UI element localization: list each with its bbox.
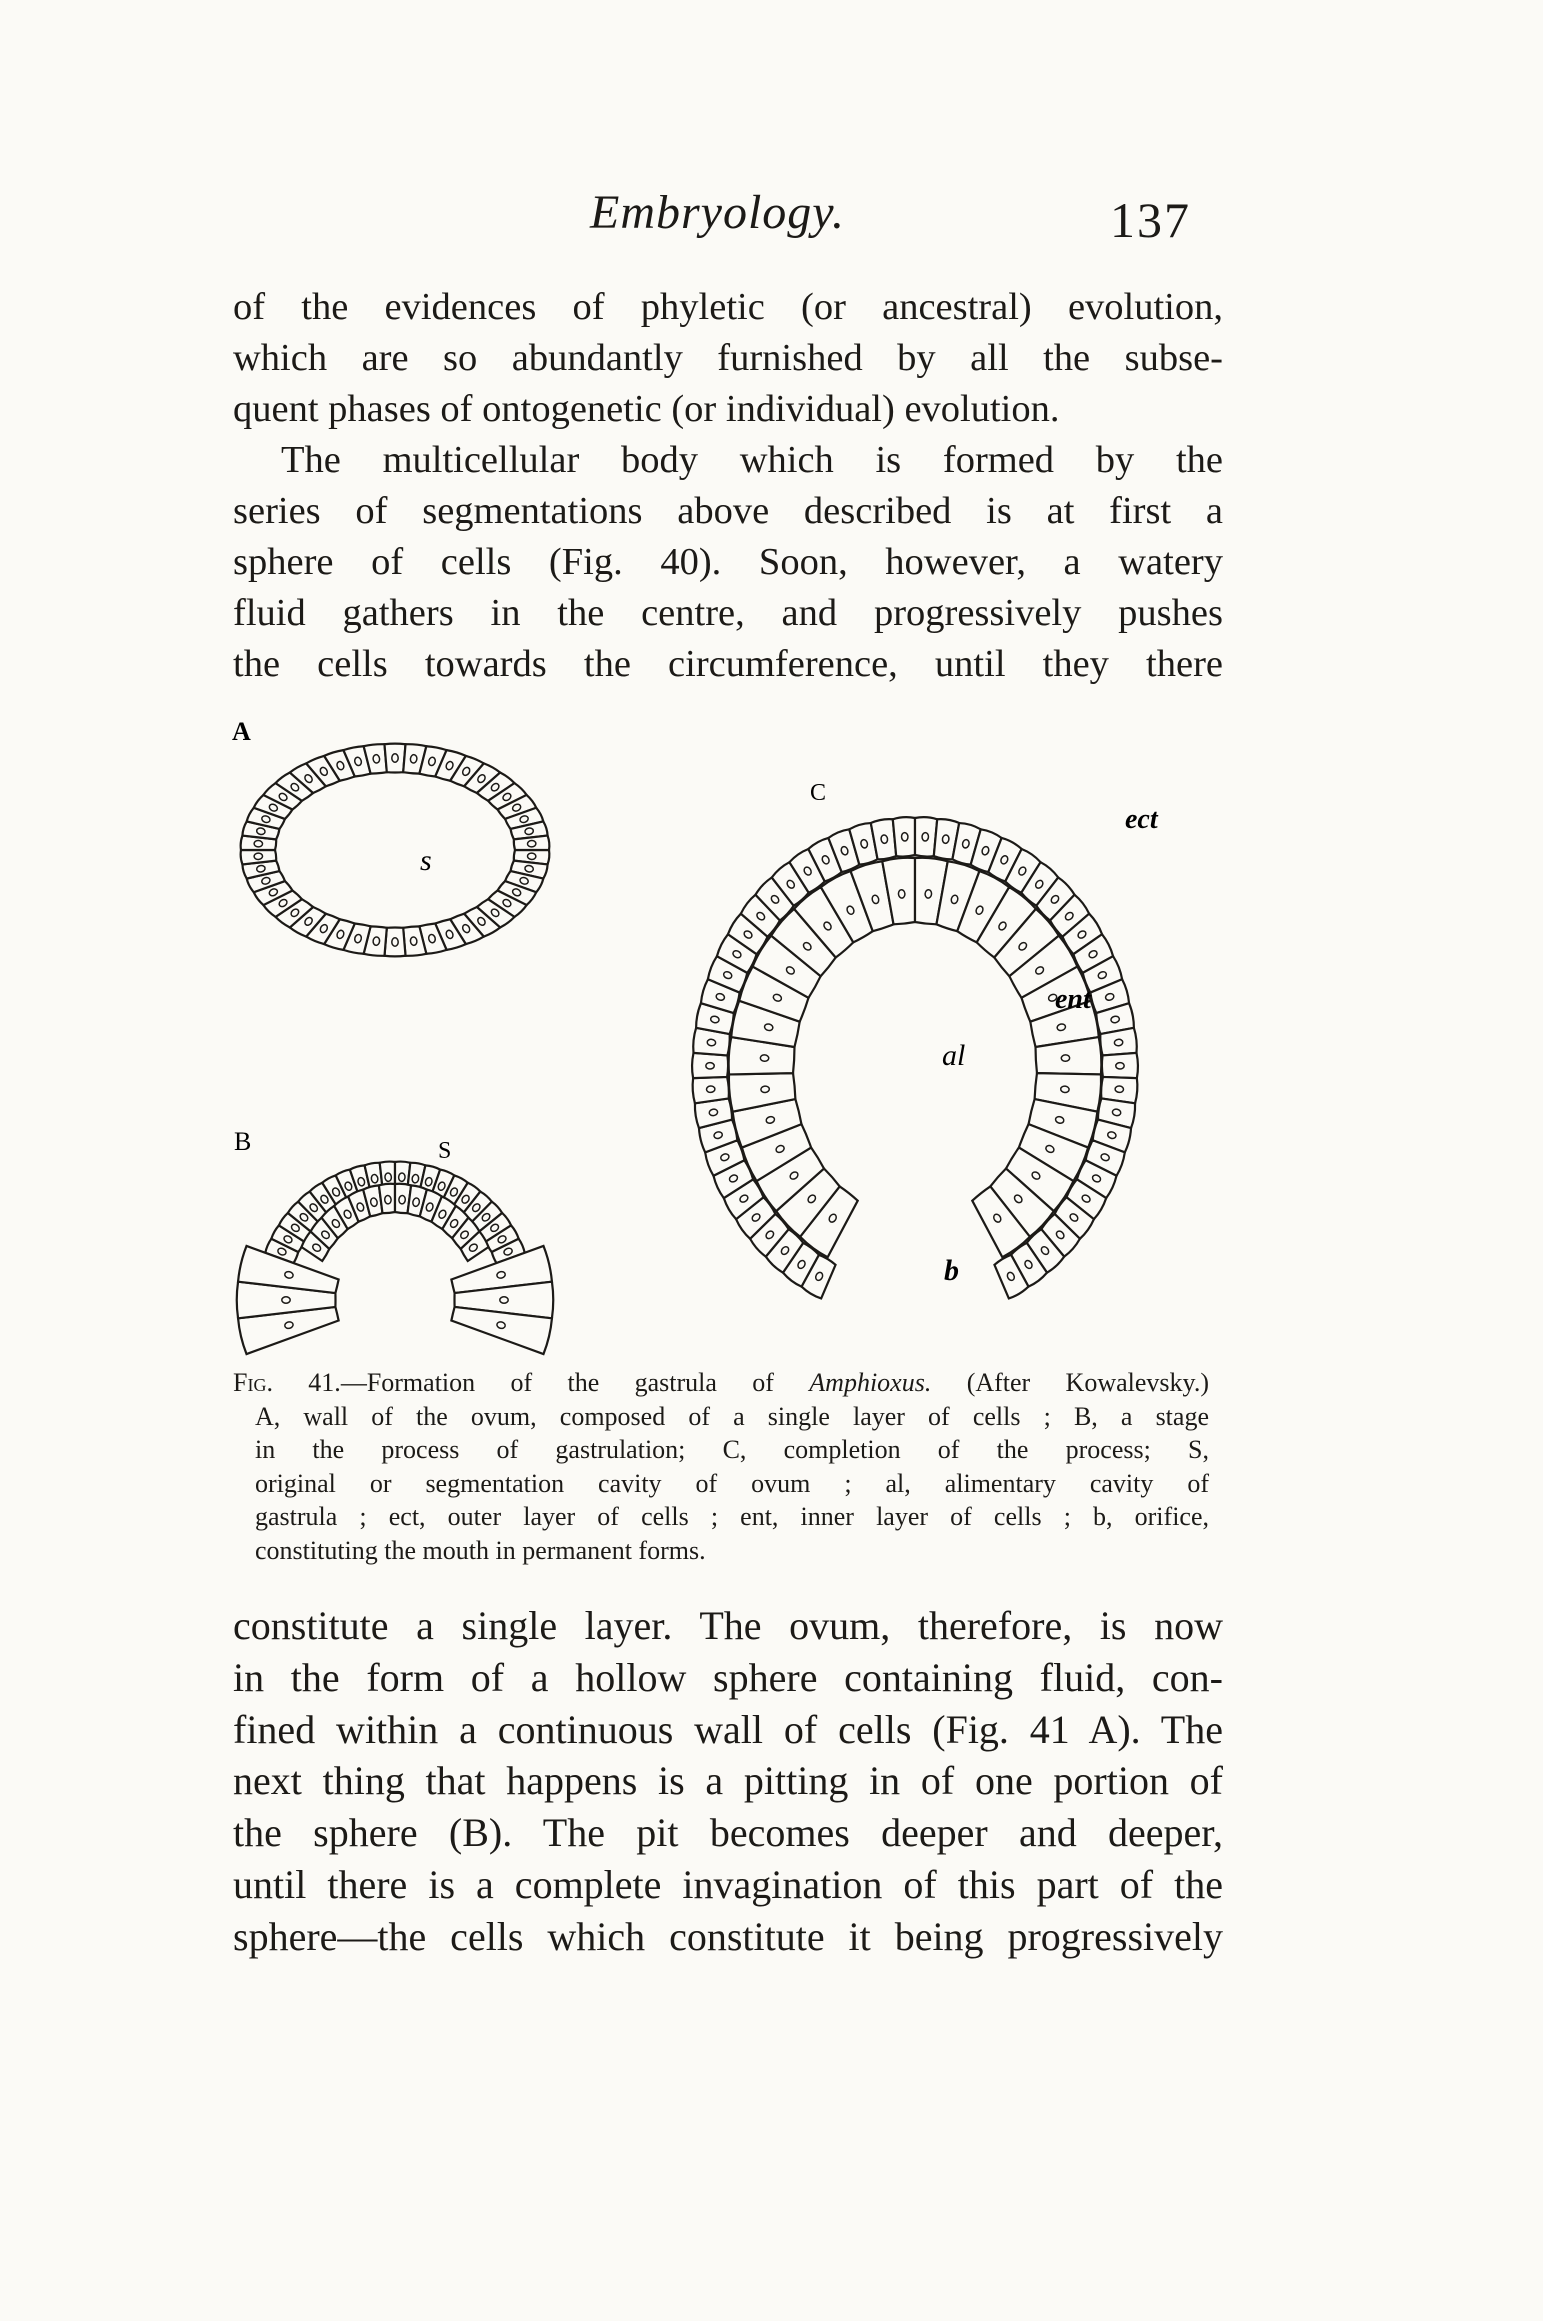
figure-label-ent: ent xyxy=(1055,984,1091,1015)
caption-fig-label: Fig. 41. xyxy=(233,1368,341,1397)
paragraph-top xyxy=(233,282,1223,690)
caption-line: gastrula ; ect, outer layer of cells ; ent, inner layer of cells ; b, orifice, xyxy=(255,1502,1209,1532)
text-line: fluid gathers in the centre, and progressively pushes xyxy=(233,592,1223,634)
text-line: constitute a single layer. The ovum, therefore, is now xyxy=(233,1603,1223,1648)
figure-label-al: al xyxy=(942,1039,966,1072)
caption-title: —Formation of the gastrula of xyxy=(340,1368,810,1397)
ectoderm-cell xyxy=(1102,1053,1138,1078)
caption-line: in the process of gastrulation; C, completion of the process; S, xyxy=(255,1435,1209,1465)
text-line: The multicellular body which is formed by the xyxy=(281,439,1223,481)
text-line: the sphere (B). The pit becomes deeper and deeper, xyxy=(233,1810,1223,1856)
figure-label-s-in-b: S xyxy=(438,1138,452,1164)
gastrula-illustration xyxy=(220,710,1230,1360)
figure-c-gastrula xyxy=(692,817,1138,1298)
text-line: in the form of a hollow sphere containing fluid, con- xyxy=(233,1654,1223,1700)
ectoderm-cell xyxy=(692,1053,728,1078)
text-line: until there is a complete invagination of this part of the xyxy=(233,1861,1223,1907)
figure-label-ect: ect xyxy=(1125,804,1158,835)
paragraph-bottom xyxy=(233,1600,1223,1963)
ectoderm-cell xyxy=(1100,1028,1136,1056)
text-line: next thing that happens is a pitting in of one portion of xyxy=(233,1758,1223,1804)
figure-b-gastrulation xyxy=(237,1162,554,1354)
text-line: the cells towards the circumference, until they there xyxy=(233,643,1223,685)
page-number: 137 xyxy=(1110,192,1191,248)
running-head xyxy=(0,185,1543,255)
figure-label-a: A xyxy=(232,717,251,746)
text-line: fined within a continuous wall of cells (Fig. 41 A). The xyxy=(233,1706,1223,1752)
caption-taxon: Amphioxus. xyxy=(809,1368,932,1397)
running-title: Embryology. xyxy=(590,186,845,239)
caption-title-line xyxy=(233,1366,1209,1400)
text-line: series of segmentations above described is at first a xyxy=(233,490,1223,532)
figure-label-s-cavity: s xyxy=(420,844,432,877)
figure-label-b: B xyxy=(234,1127,252,1156)
text-line: sphere—the cells which constitute it being progressively xyxy=(233,1913,1223,1959)
text-line: sphere of cells (Fig. 40). Soon, however, a watery xyxy=(233,541,1223,583)
text-line: which are so abundantly furnished by all the subse- xyxy=(233,337,1223,379)
ectoderm-cell xyxy=(893,817,915,856)
inner-layer-cell xyxy=(379,1184,395,1213)
text-line: of the evidences of phyletic (or ancestral) evolution, xyxy=(233,286,1223,328)
figure-label-b-orifice: b xyxy=(944,1254,959,1287)
caption-credit: (After Kowalevsky.) xyxy=(931,1368,1210,1397)
caption-line: original or segmentation cavity of ovum ; al, alimentary cavity of xyxy=(255,1468,1209,1498)
figure-label-c: C xyxy=(810,780,827,806)
text-line: quent phases of ontogenetic (or individual) evolution. xyxy=(233,388,1060,430)
wall-cell xyxy=(384,928,405,957)
figure-a-ovum xyxy=(241,744,550,957)
wall-cell xyxy=(514,836,550,850)
wall-cell xyxy=(241,850,277,864)
caption-line: A, wall of the ovum, composed of a single layer of cells ; B, a stage xyxy=(255,1401,1209,1431)
figure-caption xyxy=(233,1366,1209,1568)
caption-line: constituting the mouth in permanent forms. xyxy=(255,1535,706,1565)
wall-cell xyxy=(384,744,405,773)
figure-gastrula xyxy=(220,710,1230,1360)
ectoderm-cell xyxy=(693,1077,729,1103)
